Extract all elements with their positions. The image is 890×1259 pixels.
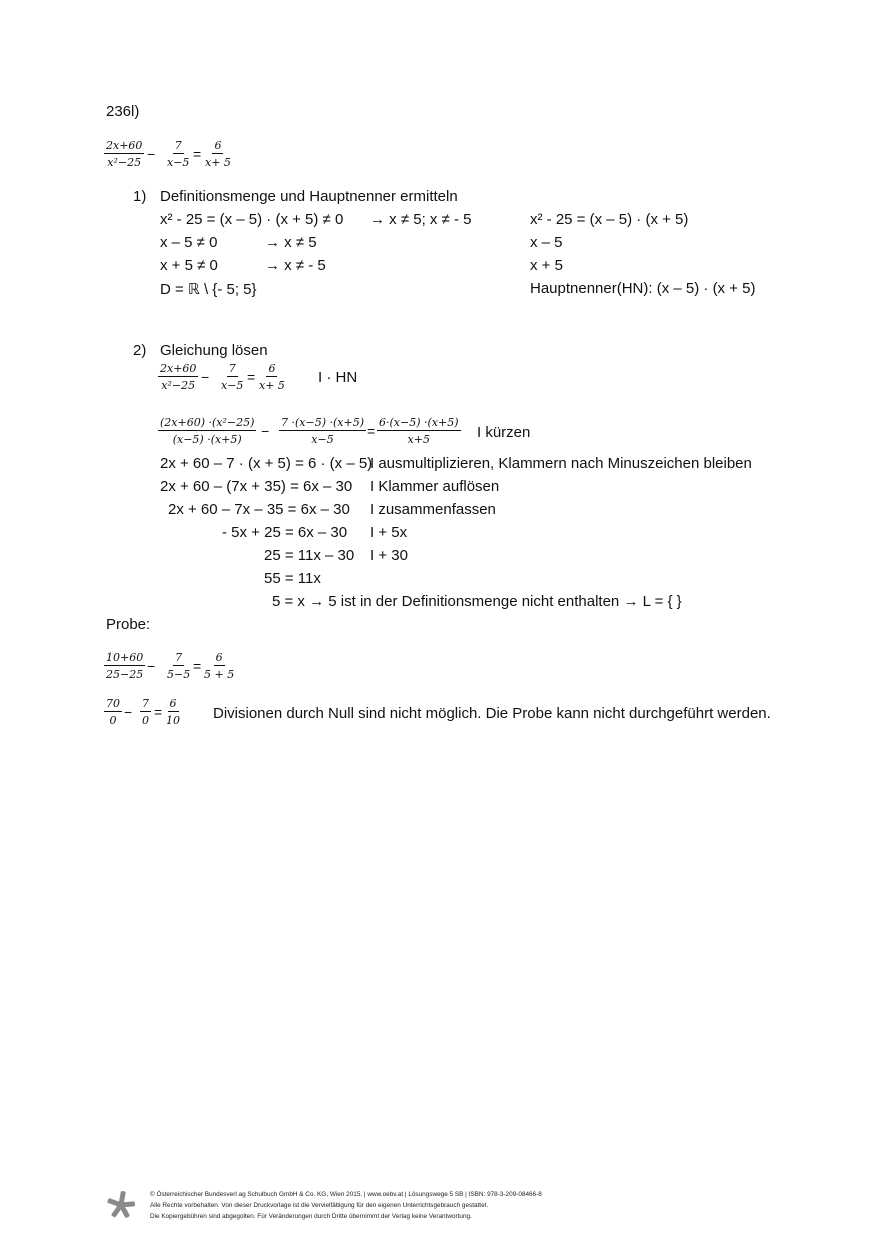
row-left: x² - 25 = (x – 5) · (x + 5) ≠ 0	[160, 211, 344, 228]
denominator: x−5	[311, 433, 334, 446]
fraction	[104, 698, 122, 726]
solution-result: 5 = x → 5 ist in der Definitionsmenge nicht enthalten → L = { }	[272, 593, 682, 610]
numerator: 7	[228, 362, 236, 375]
probe-conclusion: Divisionen durch Null sind nicht möglich. Die Probe kann nicht durchgeführt werden.	[213, 705, 771, 722]
row-mid: → x ≠ 5; x ≠ - 5	[370, 211, 472, 228]
probe-label: Probe:	[106, 616, 151, 633]
fraction	[158, 363, 198, 391]
fraction	[165, 140, 191, 168]
denominator: x²−25	[107, 156, 142, 169]
fraction	[377, 417, 461, 445]
operation-note: I kürzen	[477, 424, 531, 441]
denominator: x+ 5	[259, 379, 285, 392]
publisher-logo-icon	[106, 1190, 136, 1220]
denominator: x²−25	[161, 379, 196, 392]
common-denominator: Hauptnenner(HN): (x – 5) · (x + 5)	[530, 280, 756, 297]
fraction	[104, 652, 145, 680]
solution-line: 2x + 60 – 7x – 35 = 6x – 30	[168, 501, 350, 518]
step-number: 1)	[133, 188, 147, 205]
operation-note: I zusammenfassen	[370, 501, 496, 518]
minus-sign: −	[147, 146, 156, 162]
solution-line: 25 = 11x – 30	[264, 547, 355, 564]
solution-line: 2x + 60 – (7x + 35) = 6x – 30	[160, 478, 353, 495]
minus-sign: −	[201, 369, 210, 385]
solution-line: - 5x + 25 = 6x – 30	[222, 524, 348, 541]
numerator: 7	[175, 651, 183, 664]
denominator: 10	[166, 714, 180, 727]
denominator: 5 + 5	[204, 668, 235, 681]
operation-note: I + 5x	[370, 524, 408, 541]
denominator: x+5	[407, 433, 430, 446]
numerator: 6·(x−5) ·(x+5)	[379, 416, 459, 429]
numerator: 6	[268, 362, 276, 375]
task-label: 236l)	[106, 103, 140, 120]
minus-sign: −	[261, 423, 270, 439]
fraction	[279, 417, 366, 445]
fraction	[164, 698, 182, 726]
denominator: x−5	[221, 379, 244, 392]
numerator: 6	[169, 697, 177, 710]
domain-set: D = ℝ \ {- 5; 5}	[160, 281, 257, 298]
minus-sign: −	[147, 658, 156, 674]
minus-sign: −	[124, 704, 133, 720]
numerator: 70	[106, 697, 120, 710]
footer-line: Die Kopiergebühren sind abgegolten. Für Veränderungen durch Dritte übernimmt der Verlag keine Verantwortung.	[150, 1213, 472, 1220]
row-right: x – 5	[530, 234, 563, 251]
denominator: 0	[142, 714, 149, 727]
equals-sign: =	[154, 704, 163, 720]
denominator: x−5	[167, 156, 190, 169]
operation-note: I Klammer auflösen	[370, 478, 500, 495]
fraction	[165, 652, 192, 680]
row-mid: → x ≠ - 5	[265, 257, 326, 274]
footer-line: © Österreichischer Bundesverl ag Schulbuch GmbH & Co. KG, Wien 2015. | www.oebv.at | Lösungswege 5 SB | ISBN: 978-3-209-08466-8	[150, 1191, 542, 1198]
equals-sign: =	[367, 423, 376, 439]
equals-sign: =	[247, 369, 256, 385]
numerator: 6	[214, 139, 222, 152]
equals-sign: =	[193, 146, 202, 162]
fraction	[158, 417, 256, 445]
denominator: 25−25	[106, 668, 144, 681]
row-left: x – 5 ≠ 0	[160, 234, 218, 251]
numerator: 7	[142, 697, 149, 710]
solution-line: 2x + 60 – 7 · (x + 5) = 6 · (x – 5)	[160, 455, 373, 472]
denominator: 5−5	[167, 668, 191, 681]
denominator: 0	[109, 714, 117, 727]
fraction	[202, 652, 236, 680]
fraction	[219, 363, 245, 391]
numerator: 6	[215, 651, 223, 664]
equals-sign: =	[193, 658, 202, 674]
fraction	[203, 140, 233, 168]
fraction	[140, 698, 151, 726]
step-title: Gleichung lösen	[160, 342, 268, 359]
denominator: x+ 5	[205, 156, 231, 169]
fraction	[104, 140, 144, 168]
footer-line: Alle Rechte vorbehalten. Von dieser Druckvorlage ist die Vervielfältigung für den eigenen Unterrichtsgebrauch gestattet.	[150, 1202, 489, 1209]
numerator: 7 ·(x−5) ·(x+5)	[281, 416, 364, 429]
step-number: 2)	[133, 342, 147, 359]
numerator: 7	[174, 139, 182, 152]
row-left: x + 5 ≠ 0	[160, 257, 218, 274]
row-right: x + 5	[530, 257, 563, 274]
numerator: 2x+60	[106, 139, 143, 152]
numerator: 2x+60	[160, 362, 197, 375]
row-mid: → x ≠ 5	[265, 234, 317, 251]
numerator: 10+60	[106, 651, 144, 664]
step-title: Definitionsmenge und Hauptnenner ermitteln	[160, 188, 458, 205]
solution-line: 55 = 11x	[264, 570, 321, 587]
copyright-footer	[150, 1189, 542, 1222]
row-right: x² - 25 = (x – 5) · (x + 5)	[530, 211, 689, 228]
operation-note: I + 30	[370, 547, 408, 564]
fraction	[257, 363, 287, 391]
operation-note: I · HN	[318, 369, 358, 386]
numerator: (2x+60) ·(x²−25)	[160, 416, 255, 429]
denominator: (x−5) ·(x+5)	[172, 433, 242, 446]
operation-note: I ausmultiplizieren, Klammern nach Minuszeichen bleiben	[370, 455, 752, 472]
